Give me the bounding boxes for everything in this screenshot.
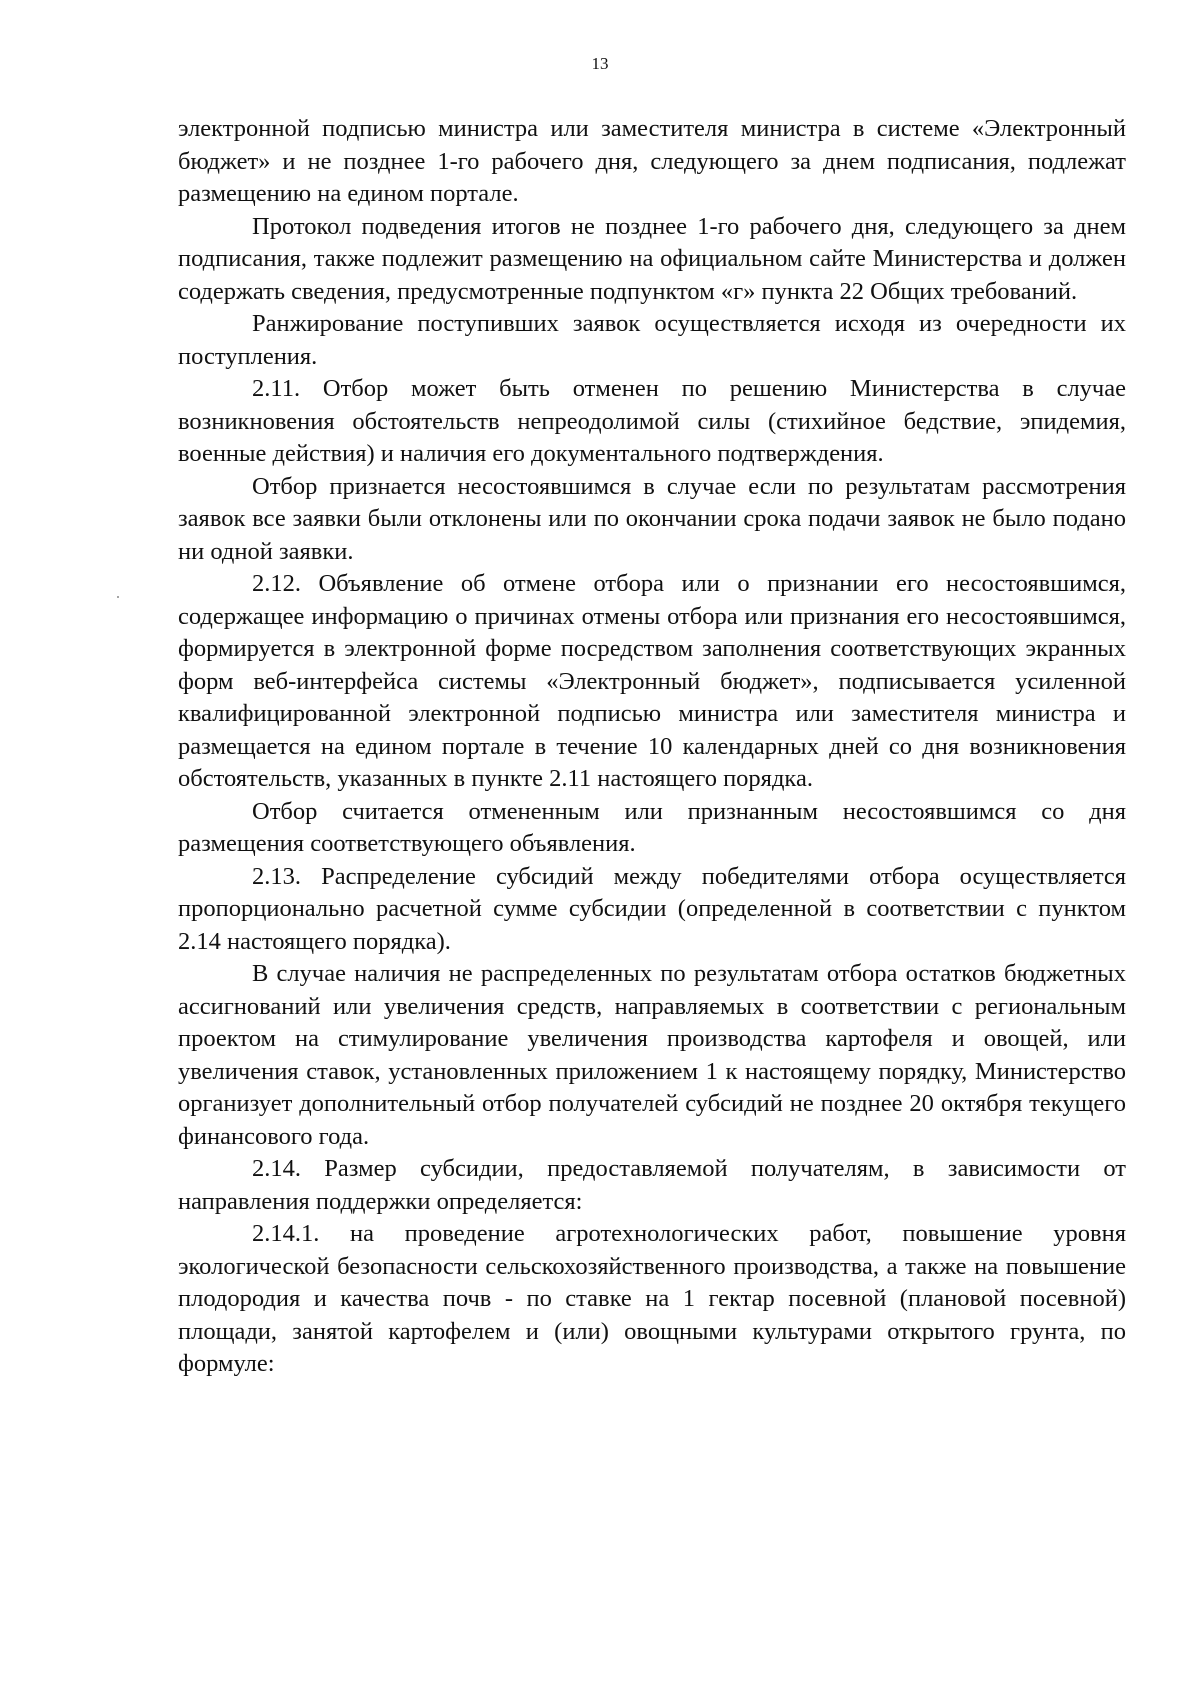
document-body [178,113,1126,1381]
paragraph-protocol: Протокол подведения итогов не позднее 1-го рабочего дня, следующего за днем подписания, также подлежит размещению на официальном сайте Министерства и должен содержать сведения, предусмотренные подпунктом «г» пункта 22 Общих требований. [178,212,1126,305]
paragraph-2-14: 2.14. Размер субсидии, предоставляемой получателям, в зависимости от направления поддержки определяется: [178,1155,1126,1215]
paragraph-continuation: электронной подписью министра или заместителя министра в системе «Электронный бюджет» и не позднее 1-го рабочего дня, следующего за днем подписания, подлежат размещению на едином портале. [178,115,1126,207]
page-number: 13 [591,54,609,73]
scan-artifact [117,596,119,598]
paragraph-failed-selection: Отбор признается несостоявшимся в случае если по результатам рассмотрения заявок все заявки были отклонены или по окончании срока подачи заявок не было подано ни одной заявки. [178,472,1126,565]
paragraph-2-13: 2.13. Распределение субсидий между победителями отбора осуществляется пропорционально расчетной сумме субсидии (определенной в соответствии с пунктом 2.14 настоящего порядка). [178,862,1126,955]
paragraph-2-14-1: 2.14.1. на проведение агротехнологических работ, повышение уровня экологической безопасности сельскохозяйственного производства, а также на повышение плодородия и качества почв - по ставке на 1 гектар посевной (плановой посевной) площади, занятой картофелем и (или) овощными культурами открытого грунта, по формуле: [178,1220,1126,1377]
paragraph-additional-selection: В случае наличия не распределенных по результатам отбора остатков бюджетных ассигнований или увеличения средств, направляемых в соответствии с региональным проектом на стимулирование увеличения производства картофеля и овощей, или увеличения ставок, установленных приложением 1 к настоящему порядку, Министерство организует дополнительный отбор получателей субсидий не позднее 20 октября текущего финансового года. [178,960,1126,1150]
paragraph-ranking: Ранжирование поступивших заявок осуществляется исходя из очередности их поступления. [178,310,1126,370]
paragraph-cancelled-selection: Отбор считается отмененным или признанным несостоявшимся со дня размещения соответствующего объявления. [178,797,1126,857]
paragraph-2-11: 2.11. Отбор может быть отменен по решению Министерства в случае возникновения обстоятельств непреодолимой силы (стихийное бедствие, эпидемия, военные действия) и наличия его документального подтверждения. [178,375,1126,467]
paragraph-2-12: 2.12. Объявление об отмене отбора или о признании его несостоявшимся, содержащее информацию о причинах отмены отбора или признания его несостоявшимся, формируется в электронной форме посредством заполнения соответствующих экранных форм веб-интерфейса системы «Электронный бюджет», подписывается усиленной квалифицированной электронной подписью министра или заместителя министра и размещается на едином портале в течение 10 календарных дней со дня возникновения обстоятельств, указанных в пункте 2.11 настоящего порядка. [178,570,1126,792]
